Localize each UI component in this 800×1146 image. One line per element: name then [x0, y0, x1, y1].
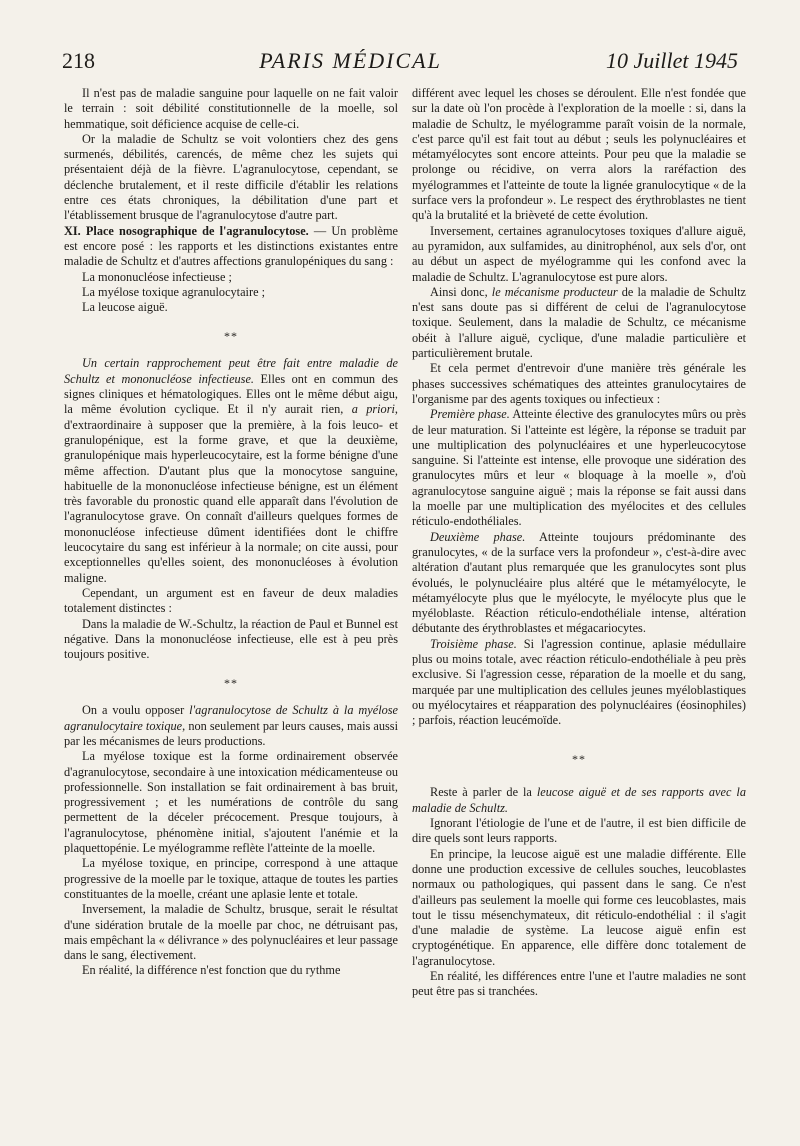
text-span: Si l'agression continue, aplasie médullaire plus ou moins totale, avec réaction réticulo-endothéliale à peu près exclusive. Si l'agression cesse, réparation de la moelle et du sang, marquée par une multiplication des cellules jeunes myéloblastiques ou myélocytaires et réapparation des polynucléaires (éosinophiles) ; parfois, réaction leucémoïde.	[412, 636, 747, 728]
paragraph: La myélose toxique, en principe, correspond à une attaque progressive de la moelle par le toxique, attaque de toutes les parties constituantes de la moelle, créant une aplasie lente et totale.	[64, 856, 398, 901]
phase-label: Deuxième phase.	[430, 529, 526, 544]
issue-date: 10 Juillet 1945	[606, 48, 738, 73]
paragraph: Dans la maladie de W.-Schultz, la réaction de Paul et Bunnel est négative. Dans la mononucléose infectieuse, elle est à peu près toujours positive.	[64, 616, 398, 662]
italic-term: l'agranulocytose de Schultz à la myélose agranulocytaire toxique	[64, 703, 398, 733]
text-span: de la maladie de Schultz n'est sans doute pas si différent de celui de l'agranulocytose toxique. Seulement, dans la maladie de Schultz, ce mécanisme obéit à l'allure aiguë, cyclique, d'une maladie particulière et particulièrement brutale.	[412, 284, 746, 361]
text-span: , non seulement par leurs causes, mais aussi par les mécanismes de leurs productions.	[64, 718, 399, 748]
paragraph: En réalité, la différence n'est fonction que du rythme	[82, 963, 341, 978]
paragraph: La myélose toxique est la forme ordinairement observée d'agranulocytose, secondaire à une intoxication médicamenteuse ou professionnelle. Son installation se fait ordinairement à bas bruit, progressivement ; et les numérations de contrôle du sang permettent de la déceler précocement. Presque toujours, à l'agranulocytose, phénomène initial, s'ajoutent l'anémie et la plaquettopénie. Le myélogramme reflète l'atteinte de la moelle.	[64, 749, 398, 856]
affection-list	[64, 270, 398, 316]
text-span: Elles ont en commun des signes cliniques et hématologiques. Elles ont le même début aigu, la même évolution cyclique. Et il n'y aurait rien,	[64, 371, 398, 417]
section-separator: **	[224, 329, 238, 344]
paragraph: En réalité, les différences entre l'une et l'autre maladies ne sont peut être pas si tranchées.	[412, 969, 746, 999]
list-item: La myélose toxique agranulocytaire ;	[82, 284, 266, 299]
paragraph: Cependant, un argument est en faveur de deux maladies totalement distinctes :	[64, 585, 398, 616]
italic-lead: Un certain rapprochement peut être fait entre maladie de Schultz et mononucléose infectieuse.	[64, 356, 398, 386]
text-span: Atteinte élective des granulocytes mûrs ou près de leur maturation. Si l'atteinte est légère, la réponse se traduit par une multiplication des polynucléaires et une hyperleucocytose sanguine. Si l'atteinte est intense, elle provoque une sidération des granulocytes mûrs et leur « bloquage à la moelle », d'où agranulocytose sanguine aiguë ; mais la réponse se fait aussi dans la moelle par une multiplication des myélocites et des cellules réticulo-endothéliales.	[412, 407, 746, 529]
list-item: La leucose aiguë.	[82, 300, 168, 315]
list-item: La mononucléose infectieuse ;	[82, 269, 232, 284]
paragraph	[412, 285, 746, 361]
paragraph	[412, 785, 746, 816]
paragraph: En principe, la leucose aiguë est une maladie différente. Elle donne une production excessive de cellules souches, leucoblastes normaux ou pathologiques, qui passent dans le sang. Ce n'est d'ailleurs pas seulement la moelle qui forme ces leucoblastes, mais tout le tissu mésenchymateux, dit réticulo-endothélial : il s'agit d'une maladie de système. La leucose aiguë enfin est cryptogénétique. En apparence, elle diffère donc totalement de l'agranulocytose.	[412, 846, 746, 968]
paragraph: Ignorant l'étiologie de l'une et de l'autre, il est bien difficile de dire quels sont leurs rapports.	[412, 816, 746, 846]
paragraph: Inversement, certaines agranulocytoses toxiques d'allure aiguë, au pyramidon, aux sulfamides, au dinitrophénol, aux sels d'or, ont au début un aspect de myélogramme qui les confond avec la maladie de Schultz. L'agranulocytose est pure alors.	[412, 223, 746, 284]
section-separator: **	[224, 676, 238, 691]
paragraph: Il n'est pas de maladie sanguine pour laquelle on ne fait valoir le terrain : soit débilité constitutionnelle de la moelle, sol hemmatique, soit déficience acquise de celle-ci.	[64, 86, 398, 131]
phase-paragraph	[412, 637, 746, 729]
heading-continuation: — Un problème est encore posé : les rapports et les distinctions existantes entre maladie de Schultz et d'autres affections granulopéniques du sang :	[64, 223, 398, 269]
phase-label: Troisième phase.	[430, 636, 517, 651]
paragraph: différent avec lequel les choses se déroulent. Elle n'est fondée que sur la date où l'on procède à l'exploration de la moelle : si, dans la maladie de Schultz, le myélogramme paraît voisin de la normale, c'est parce qu'il est fait tout au début ; seuls les polynucléaires et métamyélocytes sont encore atteints. Pour peu que la maladie se prolonge ou récidive, on verra alors la raréfaction des myélogrammes et l'atteinte de toute la lignée granulocytique « de la surface vers la profondeur ». Le respect des érythroblastes ne tient qu'à la brutalité et la brièveté de cette évolution.	[412, 86, 746, 223]
right-column	[412, 86, 746, 1000]
section-separator: **	[572, 752, 586, 767]
phase-paragraph	[412, 407, 746, 529]
paragraph	[64, 356, 398, 585]
page-header	[62, 48, 738, 82]
paragraph: Inversement, la maladie de Schultz, brusque, serait le résultat d'une sidération brutale de la moelle par choc, ne détruisant pas, mais empêchant la « délivrance » des polynucléaires et leur passage dans le sang, électivement.	[64, 902, 398, 963]
text-span: On a voulu opposer	[82, 703, 190, 718]
text-span: Reste à parler de la	[430, 785, 537, 800]
section-heading: XI. Place nosographique de l'agranulocytose.	[64, 223, 309, 238]
paragraph: Et cela permet d'entrevoir d'une manière très générale les phases successives schématiques des atteintes granulocytaires de l'organisme par des agents toxiques ou infectieux :	[412, 361, 746, 406]
text-span: Ainsi donc,	[430, 284, 492, 299]
text-span: Atteinte toujours prédominante des granulocytes, « de la surface vers la profondeur », c'est-à-dire avec altération d'autant plus remarquée que les granulocytes sont plus évolués, le polynucléaire plus altéré que le métamyélocyte, le métamyélocyte plus que le myélocyte, le myélocyte plus que le myéloblaste. Réaction réticulo-endothéliale intense, altération débutante des érythroblastes et mégacariocytes.	[412, 529, 746, 636]
page-number: 218	[62, 48, 95, 73]
left-column	[64, 86, 398, 979]
phase-label: Première phase.	[430, 407, 510, 422]
italic-term: le mécanisme producteur	[491, 284, 618, 299]
journal-title: PARIS MÉDICAL	[259, 48, 442, 73]
italic-term: a priori	[351, 402, 395, 417]
text-span: , d'extraordinaire à supposer que la première, à la fois leuco- et granulopénique, est la forme grave, et que la deuxième, granulopénique mais hyperleucocytaire, est la forme bénigne d'une même affection. D'autant plus que la monocytose sanguine, habituelle de la mononucléose infectieuse bénigne, est un élément très favorable du pronostic quand elle apparaît dans l'évolution de l'agranulocytose grave. On connaît d'ailleurs quelques formes de mononucléose infectieuse dûment identifiées dont le chiffre leucocytaire du sang est inférieur à la normale; on cite aussi, pour exceptionnelles qu'elles soient, des mononucléoses à évolution maligne.	[64, 402, 398, 585]
italic-term: leucose aiguë et de ses rapports avec la maladie de Schultz.	[412, 785, 746, 815]
phase-paragraph	[412, 530, 746, 637]
paragraph	[64, 703, 398, 749]
paragraph: Or la maladie de Schultz se voit volontiers chez des gens surmenés, débilités, carencés, de même chez les sujets qui présentaient déjà de la fièvre. L'agranulocytose, cependant, se déclenche brutalement, et il reste difficile d'établir les relations entre ces états chroniques, la débilitation d'une part et l'établissement brusque de l'agranulocytose d'autre part.	[64, 131, 398, 223]
